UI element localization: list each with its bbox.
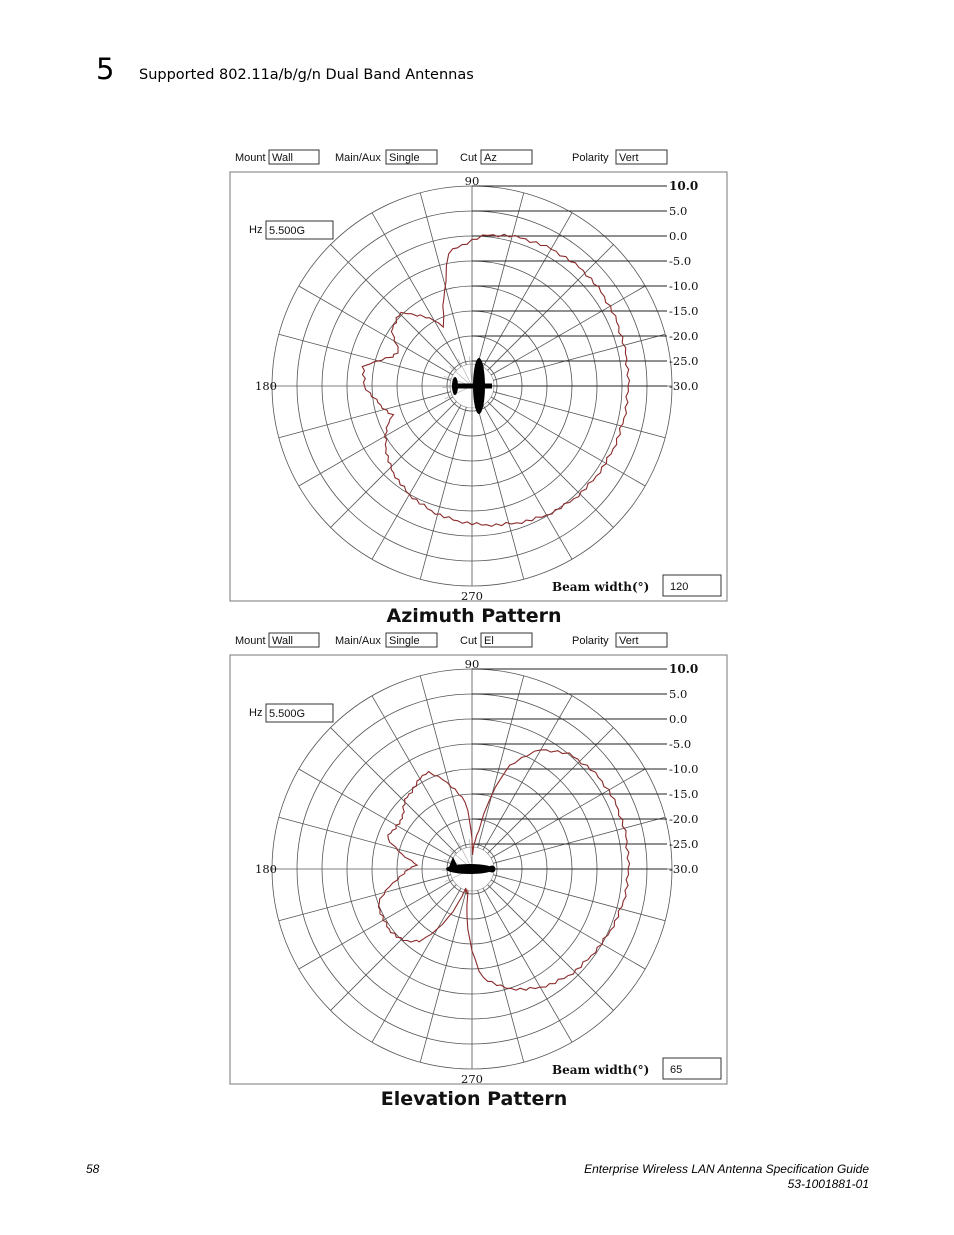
angle-label-270: 270 [461,589,483,603]
cut-label: Cut [460,635,478,647]
mount-label: Mount [235,635,266,647]
beam-width-label: Beam width(°) [552,580,650,594]
mount-value: Wall [272,635,293,647]
scale-label: -20.0 [669,329,699,343]
scale-label: 5.0 [669,204,688,218]
cut-value: El [484,635,494,647]
scale-label: -30.0 [669,862,699,876]
main-aux-value: Single [389,152,420,164]
polarity-value: Vert [619,635,639,647]
scale-label: 10.0 [669,662,699,676]
scale-label: -10.0 [669,279,699,293]
cut-value: Az [484,152,497,164]
guide-title: Enterprise Wireless LAN Antenna Specification Guide [584,1162,869,1176]
cut-label: Cut [460,152,478,164]
elevation-pattern-chart [229,626,729,1108]
angle-label-270: 270 [461,1072,483,1086]
angle-label-90: 90 [464,657,480,671]
scale-label: 10.0 [669,179,699,193]
chapter-title: Supported 802.11a/b/g/n Dual Band Antennas [139,67,474,83]
angle-label-90: 90 [464,174,480,188]
polarity-label: Polarity [572,635,609,647]
hz-label: Hz [249,224,263,236]
elevation-figure [229,626,729,1108]
scale-label: -15.0 [669,304,699,318]
scale-label: -10.0 [669,762,699,776]
scale-label: -20.0 [669,812,699,826]
scale-label: -15.0 [669,787,699,801]
scale-label: -5.0 [669,737,692,751]
scale-label: 0.0 [669,229,688,243]
azimuth-figure [229,143,729,625]
hz-value: 5.500G [269,708,306,720]
beam-width-label: Beam width(°) [552,1063,650,1077]
polarity-value: Vert [619,152,639,164]
azimuth-pattern-chart [229,143,729,625]
angle-label-180: 180 [255,379,277,393]
main-aux-label: Main/Aux [335,152,381,164]
beam-width-value: 120 [670,581,689,593]
scale-label: -25.0 [669,354,699,368]
scale-label: -30.0 [669,379,699,393]
scale-label: -25.0 [669,837,699,851]
page-number: 58 [86,1162,100,1176]
mount-label: Mount [235,152,266,164]
scale-label: 0.0 [669,712,688,726]
mount-value: Wall [272,152,293,164]
scale-label: 5.0 [669,687,688,701]
hz-value: 5.500G [269,225,306,237]
chapter-number: 5 [96,52,115,86]
polarity-label: Polarity [572,152,609,164]
pattern-title: Azimuth Pattern [386,605,562,627]
hz-label: Hz [249,707,263,719]
scale-label: -5.0 [669,254,692,268]
document-number: 53-1001881-01 [787,1177,869,1191]
pattern-title: Elevation Pattern [380,1088,568,1110]
angle-label-180: 180 [255,862,277,876]
main-aux-value: Single [389,635,420,647]
main-aux-label: Main/Aux [335,635,381,647]
beam-width-value: 65 [670,1064,683,1076]
